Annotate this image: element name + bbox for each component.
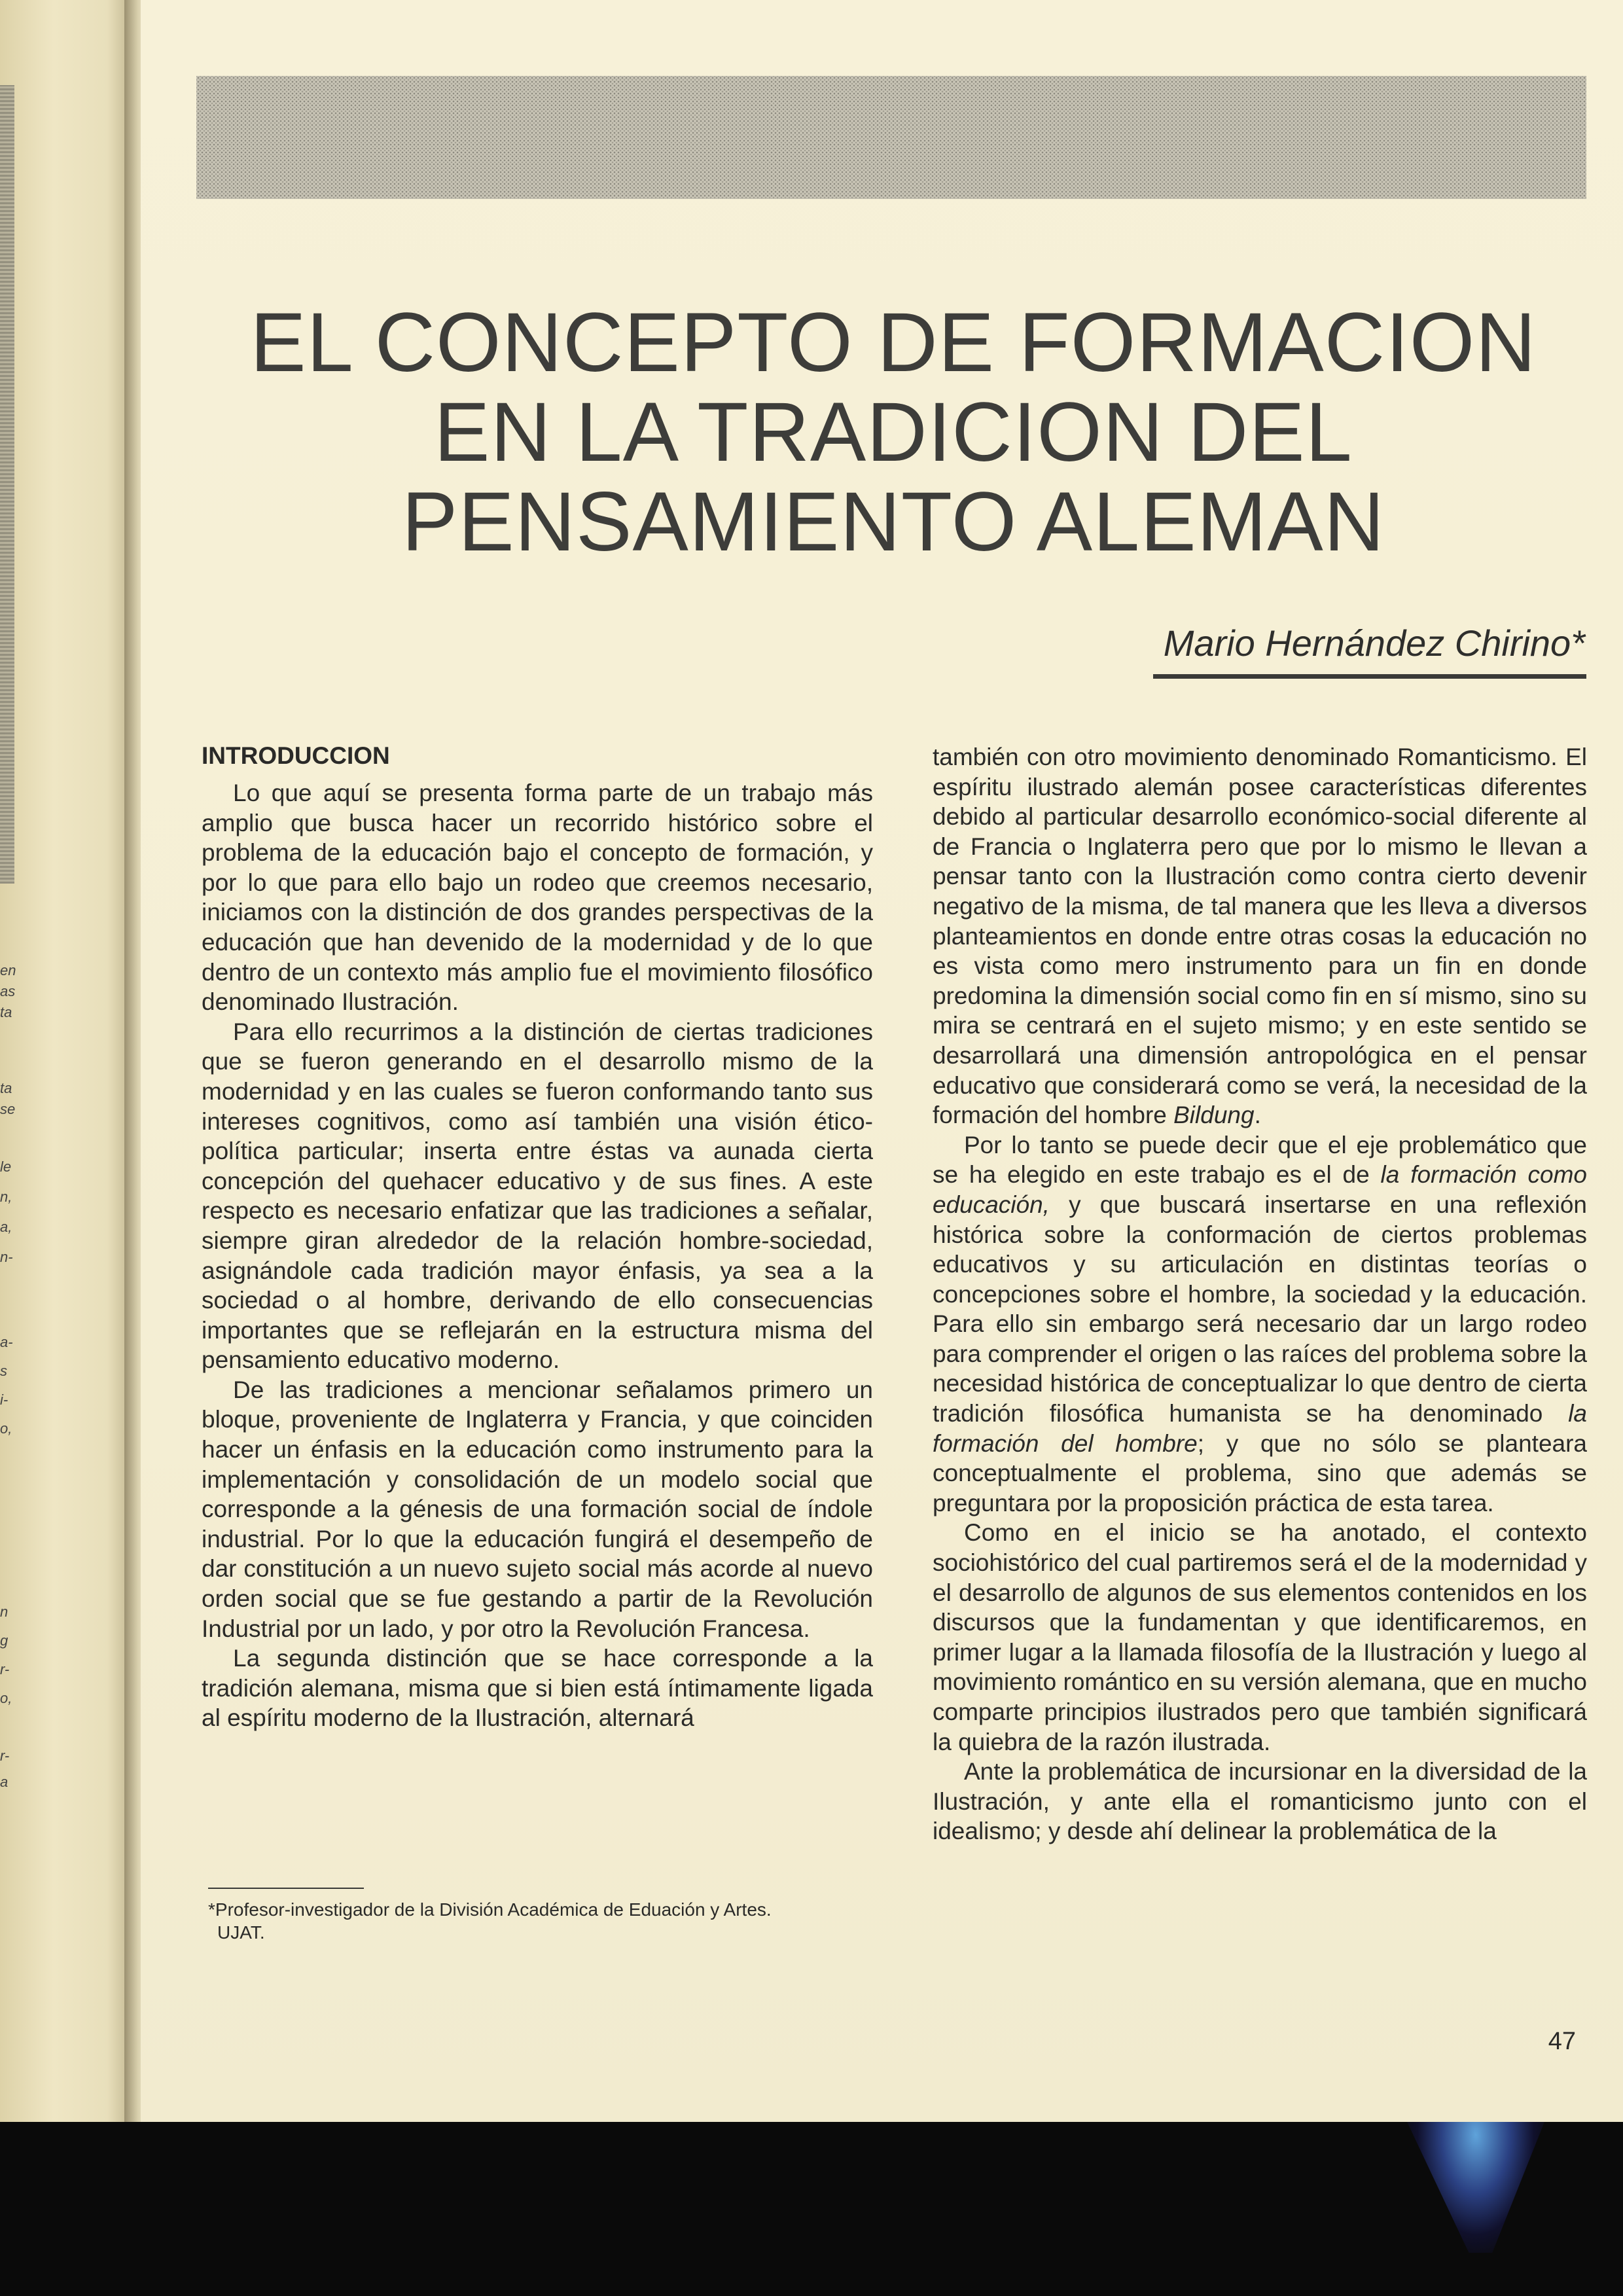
fragment: r- [0,1661,10,1677]
page-number: 47 [1548,2028,1576,2055]
footnote-rule [208,1888,364,1889]
paragraph: La segunda distinción que se hace corresponde a la tradición alemana, misma que si bien está íntimamente ligada al espíritu moderno de la Ilustración, alternará [202,1645,873,1732]
footnote-line: UJAT. [217,1922,265,1943]
fragment: a, [0,1219,12,1235]
emphasis-text: Bildung [1173,1102,1255,1129]
fragment: le [0,1158,12,1175]
fragment: as [0,983,16,999]
fragment: g [0,1632,9,1649]
fragment: r- [0,1748,10,1764]
paragraph: Para ello recurrimos a la distinción de ciertas tradiciones que se fueron generando en el desarrollo mismo de la modernidad y en las cuales se fueron conformando tanto sus intereses cognitivos, como así también una visión ético-política particular; inserta entre éstas va aunada cierta concepción del quehacer educativo y de sus fines. A este respecto es necesario enfatizar que las tradiciones a señalar, siempre giran alrededor de la relación hombre-sociedad, asignándole cada tradición mayor énfasis, ya sea a la sociedad o al hombre, derivando de ello consecuencias importantes que se reflejarán en la estructura misma del pensamiento educativo moderno. [202,1018,873,1374]
fragment: s [0,1363,7,1379]
fragment: n- [0,1249,13,1265]
paragraph: Como en el inicio se ha anotado, el contexto sociohistórico del cual partiremos será el de la modernidad y el desarrollo de algunos de sus elementos contenidos en los discursos que la fundamentan y que identificaremos, en primer lugar a la llamada filosofía de la Ilustración y luego al movimiento romántico en su versión alemana, que en mucho comparte principios ilustrados pero que también significará la quiebra de la razón ilustrada. [933,1519,1587,1755]
footnote [208,1898,876,1944]
article-title [196,298,1590,567]
fragment: se [0,1101,16,1117]
paragraph-text: también con otro movimiento denominado Romanticismo. El espíritu ilustrado alemán posee características diferentes debido al particular desarrollo económico-social diferente al de Francia o Inglaterra pero que por lo mismo le llevan a pensar tanto con la Ilustración como contra cierto devenir negativo de la misma, de tal manera que les lleva a diversos planteamientos en donde entre otras cosas la educación no es vista como mero instrumento para un fin en donde predomina la dimensión social como fin en sí mismo, sino su mira se centrará en el sujeto mismo; y en este sentido se desarrollará una dimensión antropológica en el pensar educativo que considerará como se verá, la necesidad de la formación del hombre [933,744,1587,1129]
text-column-right [933,742,1587,1846]
fragment: o, [0,1690,12,1706]
title-line-2: EN LA TRADICION DEL [434,386,1353,479]
fragment: a [0,1774,9,1790]
fragment: en [0,962,16,978]
title-line-1: EL CONCEPTO DE FORMACION [250,296,1537,389]
left-page-shadow-stripe [0,85,14,884]
emphasis-text: la formación como educación, [933,1161,1587,1218]
title-line-3: PENSAMIENTO ALEMAN [401,475,1385,569]
section-heading: INTRODUCCION [202,742,390,769]
header-halftone-banner [196,76,1586,199]
fragment: n, [0,1189,12,1205]
fragment: ta [0,1004,12,1020]
paragraph-text: Por lo tanto se puede decir que el eje problemático que se ha elegido en este trabajo es el de [933,1131,1587,1189]
left-page-edge [0,0,134,2122]
paragraph-text: y que buscará insertarse en una reflexión histórica sobre la conformación de ciertos problemas educativos y su articulación en distintas teorías o concepciones sobre el hombre, la sociedad y la educación. Para ello sin embargo será necesario dar un largo rodeo para comprender el origen o las raíces del problema sobre la necesidad histórica de conceptualizar lo que dentro de cierta tradición filosófica humanista se ha denominado [933,1191,1587,1427]
text-column-left [202,741,873,1733]
footnote-line: *Profesor-investigador de la División Académica de Eduación y Artes. [208,1899,772,1920]
fragment: o, [0,1420,12,1437]
fragment: ta [0,1080,12,1096]
author-underline [1153,674,1586,679]
emphasis-text: la formación del hombre [933,1400,1587,1457]
fragment: n [0,1604,9,1620]
fragment: i- [0,1391,9,1408]
paragraph: Ante la problemática de incursionar en la diversidad de la Ilustración, y ante ella el romanticismo junto con el idealismo; y desde ahí delinear la problemática de la [933,1758,1587,1845]
author-name: Mario Hernández Chirino* [1163,622,1585,664]
paragraph: De las tradiciones a mencionar señalamos primero un bloque, proveniente de Inglaterra y Francia, y que coinciden hacer un énfasis en la educación como instrumento para la implementación y consolidación de un modelo social que corresponde a la génesis de una formación social de índole industrial. Por lo que la educación fungirá el desempeño de dar constitución a un nuevo sujeto social más acorde al nuevo orden social que se fue gestando a partir de la Revolución Industrial por un lado, y por otro la Revolución Francesa. [202,1376,873,1642]
paragraph: Lo que aquí se presenta forma parte de un trabajo más amplio que busca hacer un recorrido histórico sobre el problema de la educación bajo el concepto de formación, y por lo que para ello bajo un rodeo que creemos necesario, iniciamos con la distinción de dos grandes perspectivas de la educación que han devenido de la modernidad y de lo que dentro de un contexto más amplio fue el movimiento filosófico denominado Ilustración. [202,780,873,1016]
fragment: a- [0,1334,13,1350]
paragraph-text: ; y que no sólo se planteara conceptualmente el problema, sino que además se preguntara por la proposición práctica de esta tarea. [933,1429,1587,1516]
paragraph [933,1130,1587,1518]
scan-glare [1407,2122,1544,2253]
paragraph: también con otro movimiento denominado Romanticismo. El espíritu ilustrado alemán posee características diferentes debido al particular desarrollo económico-social diferente al de Francia o Inglaterra pero que por lo mismo le llevan a pensar tanto con la Ilustración como contra cierto devenir negativo de la misma, de tal manera que les lleva a diversos planteamientos en donde entre otras cosas la educación no es vista como mero instrumento para un fin en donde predomina la dimensión social como fin en sí mismo, sino su mira se centrará en el sujeto mismo; y en este sentido se desarrollará una dimensión antropológica en el pensar educativo que considerará como se verá, la necesidad de la formación del hombre Bildung. [933,744,1587,1129]
